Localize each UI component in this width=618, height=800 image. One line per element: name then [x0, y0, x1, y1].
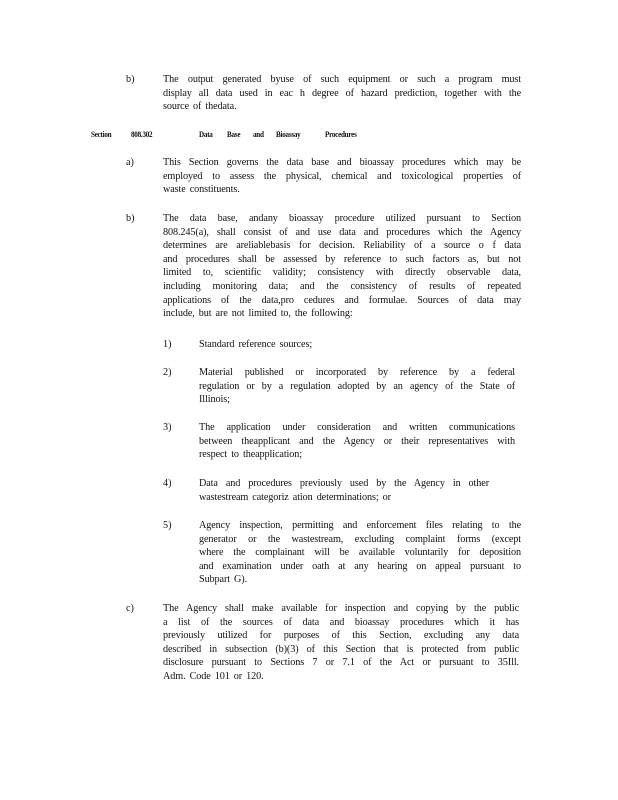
section-word: Section: [91, 130, 112, 139]
list-item-text: [199, 421, 515, 462]
text-line: Data and procedures previously used by the Agency in other: [199, 478, 489, 489]
list-item-number: 4): [163, 478, 172, 489]
para-a-text: [163, 156, 521, 197]
list-item-text: [199, 338, 521, 352]
intro-item-text: [163, 73, 521, 114]
section-title-word: and: [253, 130, 264, 139]
text-line: Agency inspection, permitting and enforcement files relating to the: [199, 520, 521, 531]
text-line: between theapplicant and the Agency or their representatives with: [199, 435, 515, 447]
text-line: limited to, scientific validity; consistency with directly observable data,: [163, 267, 521, 279]
text-line: described in subsection (b)(3) of this Section that is protected from public: [163, 643, 519, 655]
text-line: previously utilized for purposes of this Section, excluding any data: [163, 630, 519, 642]
text-line: respect to theapplication;: [199, 449, 303, 461]
text-line: including monitoring data; and the consistency of results of repeated: [163, 280, 521, 292]
text-line: a list of the sources of data and bioassay procedures which it has: [163, 616, 519, 628]
list-item-number: 2): [163, 367, 172, 378]
text-line: employed to assess the physical, chemical and toxicological properties of: [163, 170, 521, 182]
text-line: display all data used in eac h degree of hazard prediction, together with the: [163, 87, 521, 99]
list-item-number: 3): [163, 422, 172, 433]
text-line: Subpart G).: [199, 574, 248, 586]
text-line: Material published or incorporated by reference by a federal: [199, 367, 515, 378]
list-item-text: [199, 366, 515, 407]
intro-item-label: b): [126, 74, 135, 85]
text-line: Standard reference sources;: [199, 339, 313, 350]
text-line: The Agency shall make available for inspection and copying by the public: [163, 603, 519, 614]
text-line: regulation or by a regulation adopted by an agency of the State of: [199, 380, 515, 392]
section-title-word: Base: [227, 130, 241, 139]
text-line: determines are areliablebasis for decision. Reliability of a source o f data: [163, 240, 521, 252]
para-b-label: b): [126, 213, 135, 224]
text-line: Illinois;: [199, 394, 230, 406]
text-line: waste constituents.: [163, 184, 240, 196]
section-number: 808.302: [131, 130, 153, 139]
text-line: include, but are not limited to, the following:: [163, 308, 353, 320]
section-title-word: Procedures: [325, 130, 357, 139]
text-line: generator or the wastestream, excluding complaint forms (except: [199, 533, 521, 545]
para-c-label: c): [126, 603, 134, 614]
text-line: Adm. Code 101 or 120.: [163, 670, 264, 682]
text-line: disclosure pursuant to Sections 7 or 7.1 of the Act or pursuant to 35Ill.: [163, 657, 519, 669]
list-item-number: 1): [163, 339, 172, 350]
list-item-number: 5): [163, 520, 172, 531]
list-item-text: [199, 519, 521, 587]
text-line: 808.245(a), shall consist of and use data and procedures which the Agency: [163, 226, 521, 238]
text-line: wastestream categoriz ation determinations; or: [199, 491, 391, 503]
text-line: The output generated byuse of such equipment or such a program must: [163, 74, 521, 85]
text-line: source of thedata.: [163, 101, 237, 113]
text-line: and examination under oath at any hearing on appeal pursuant to: [199, 560, 521, 572]
para-b-text: [163, 212, 521, 321]
section-title-word: Bioassay: [276, 130, 301, 139]
text-line: The data base, andany bioassay procedure utilized pursuant to Section: [163, 213, 521, 224]
text-line: This Section governs the data base and bioassay procedures which may be: [163, 157, 521, 168]
text-line: The application under consideration and written communications: [199, 422, 515, 433]
list-item-text: [199, 477, 489, 504]
text-line: and procedures shall be assessed by reference to such factors as, but not: [163, 253, 521, 265]
text-line: where the complainant will be available voluntarily for deposition: [199, 547, 521, 559]
section-title-word: Data: [199, 130, 213, 139]
para-c-text: [163, 602, 519, 684]
text-line: applications of the data,pro cedures and formulae. Sources of data may: [163, 294, 521, 306]
para-a-label: a): [126, 157, 134, 168]
